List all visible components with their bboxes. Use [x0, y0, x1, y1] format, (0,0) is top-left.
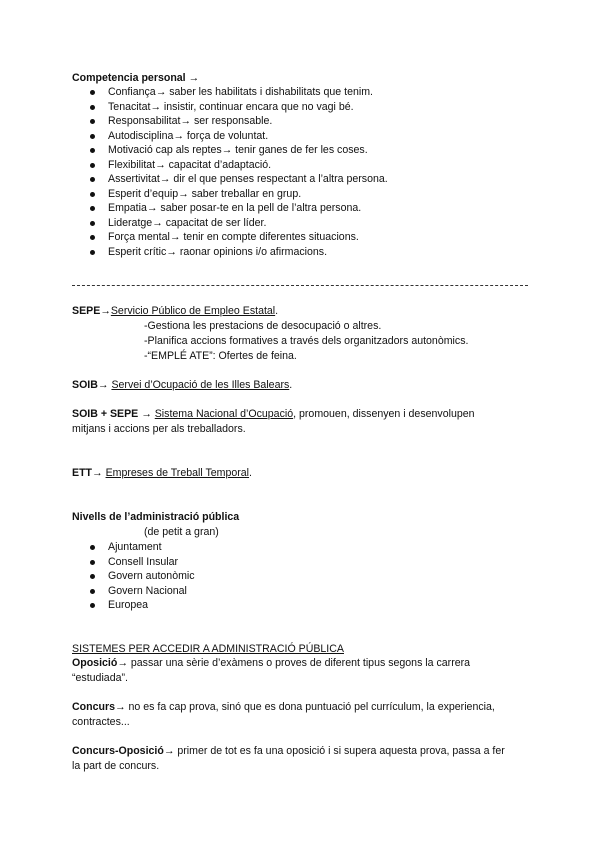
list-item: Responsabilitat→ ser responsable.: [108, 115, 273, 127]
concurs-oposicio-text: → primer de tot es fa una oposició i si supera aquesta prova, passa a fer: [163, 745, 505, 757]
list-item: Confiança→ saber les habilitats i dishabilitats que tenim.: [108, 86, 373, 98]
list-item: Ajuntament: [108, 541, 162, 553]
list-item: Govern Nacional: [108, 585, 187, 597]
arrow: →: [92, 467, 106, 479]
bullet: [90, 545, 95, 550]
concurs-term: Concurs: [72, 701, 115, 713]
concurs-oposicio-line2: la part de concurs.: [72, 760, 160, 772]
list-item: Lideratge→ capacitat de ser líder.: [108, 217, 267, 229]
oposicio-text: → passar una sèrie d’exàmens o proves de diferent tipus segons la carrera: [117, 657, 471, 669]
concurs-text: → no es fa cap prova, sinó que es dona puntuació pel currículum, la experiencia,: [114, 701, 495, 713]
bullet: [90, 206, 95, 211]
list-item: Empatia→ saber posar-te en la pell de l’altra persona.: [108, 202, 362, 214]
period: .: [249, 467, 252, 479]
dashed-divider: [72, 285, 528, 286]
sepe-label: SEPE: [72, 305, 101, 317]
soib-line: [72, 379, 292, 392]
sepe-detail: -Gestiona les prestacions de desocupació o altres.: [144, 320, 382, 332]
list-item: Assertivitat→ dir el que penses respectant a l’altra persona.: [108, 173, 388, 185]
period: .: [275, 305, 279, 317]
ett-name: Empreses de Treball Temporal: [105, 467, 250, 479]
list-item: Flexibilitat→ capacitat d’adaptació.: [108, 159, 272, 171]
sepe-detail: -“EMPLÉ ATE”: Ofertes de feina.: [144, 350, 297, 362]
soib-label: SOIB: [72, 379, 98, 391]
sepe-line: [72, 305, 278, 318]
bullet: [90, 235, 95, 240]
bullet: [90, 250, 95, 255]
oposicio-line: [72, 657, 470, 670]
bullet: [90, 560, 95, 565]
bullet: [90, 119, 95, 124]
ett-label: ETT: [72, 467, 93, 479]
soib-name: Servei d’Ocupació de les Illes Balears: [111, 379, 290, 391]
list-item: Europea: [108, 599, 149, 611]
concurs-oposicio-term: Concurs-Oposició: [72, 745, 164, 757]
soib-sepe-label: SOIB + SEPE: [72, 408, 139, 420]
concurs-oposicio-line: [72, 745, 505, 758]
sepe-detail: -Planifica accions formatives a través dels organitzadors autonòmics.: [144, 335, 469, 347]
bullet: [90, 221, 95, 226]
list-item: Govern autonòmic: [108, 570, 195, 582]
competencia-heading: Competencia personal →: [72, 72, 200, 84]
sepe-name: Servicio Público de Empleo Estatal: [110, 305, 276, 317]
oposicio-term: Oposició: [72, 657, 118, 669]
bullet: [90, 589, 95, 594]
period: .: [289, 379, 293, 391]
sistema-nacional-name: Sistema Nacional d’Ocupació: [154, 408, 294, 420]
arrow: →: [97, 379, 112, 391]
list-item: Autodisciplina→ força de voluntat.: [108, 130, 269, 142]
sistemes-heading: SISTEMES PER ACCEDIR A ADMINISTRACIÓ PÚBLICA: [72, 643, 344, 655]
bullet: [90, 192, 95, 197]
bullet: [90, 105, 95, 110]
nivells-heading: Nivells de l’administració pública: [72, 511, 240, 523]
bullet: [90, 574, 95, 579]
soib-sepe-line2: mitjans i accions per als treballadors.: [72, 423, 246, 435]
bullet: [90, 603, 95, 608]
nivells-subtitle: (de petit a gran): [144, 526, 219, 538]
bullet: [90, 177, 95, 182]
list-item: Tenacitat→ insistir, continuar encara que no vagi bé.: [108, 101, 354, 113]
arrow: →: [138, 408, 155, 420]
list-item: Motivació cap als reptes→ tenir ganes de fer les coses.: [108, 144, 368, 156]
soib-sepe-line: [72, 408, 475, 421]
bullet: [90, 90, 95, 95]
ett-line: [72, 467, 252, 480]
list-item: Força mental→ tenir en compte diferentes situacions.: [108, 231, 359, 243]
concurs-line: [72, 701, 495, 714]
list-item: Consell Insular: [108, 556, 179, 568]
bullet: [90, 134, 95, 139]
arrow: →: [100, 305, 111, 317]
concurs-line2: contractes...: [72, 716, 130, 728]
bullet: [90, 163, 95, 168]
list-item: Esperit crític→ raonar opinions i/o afirmacions.: [108, 246, 328, 258]
list-item: Esperit d’equip→ saber treballar en grup.: [108, 188, 302, 200]
oposicio-line2: “estudiada”.: [72, 672, 128, 684]
bullet: [90, 148, 95, 153]
soib-sepe-text: , promouen, dissenyen i desenvolupen: [293, 408, 475, 420]
